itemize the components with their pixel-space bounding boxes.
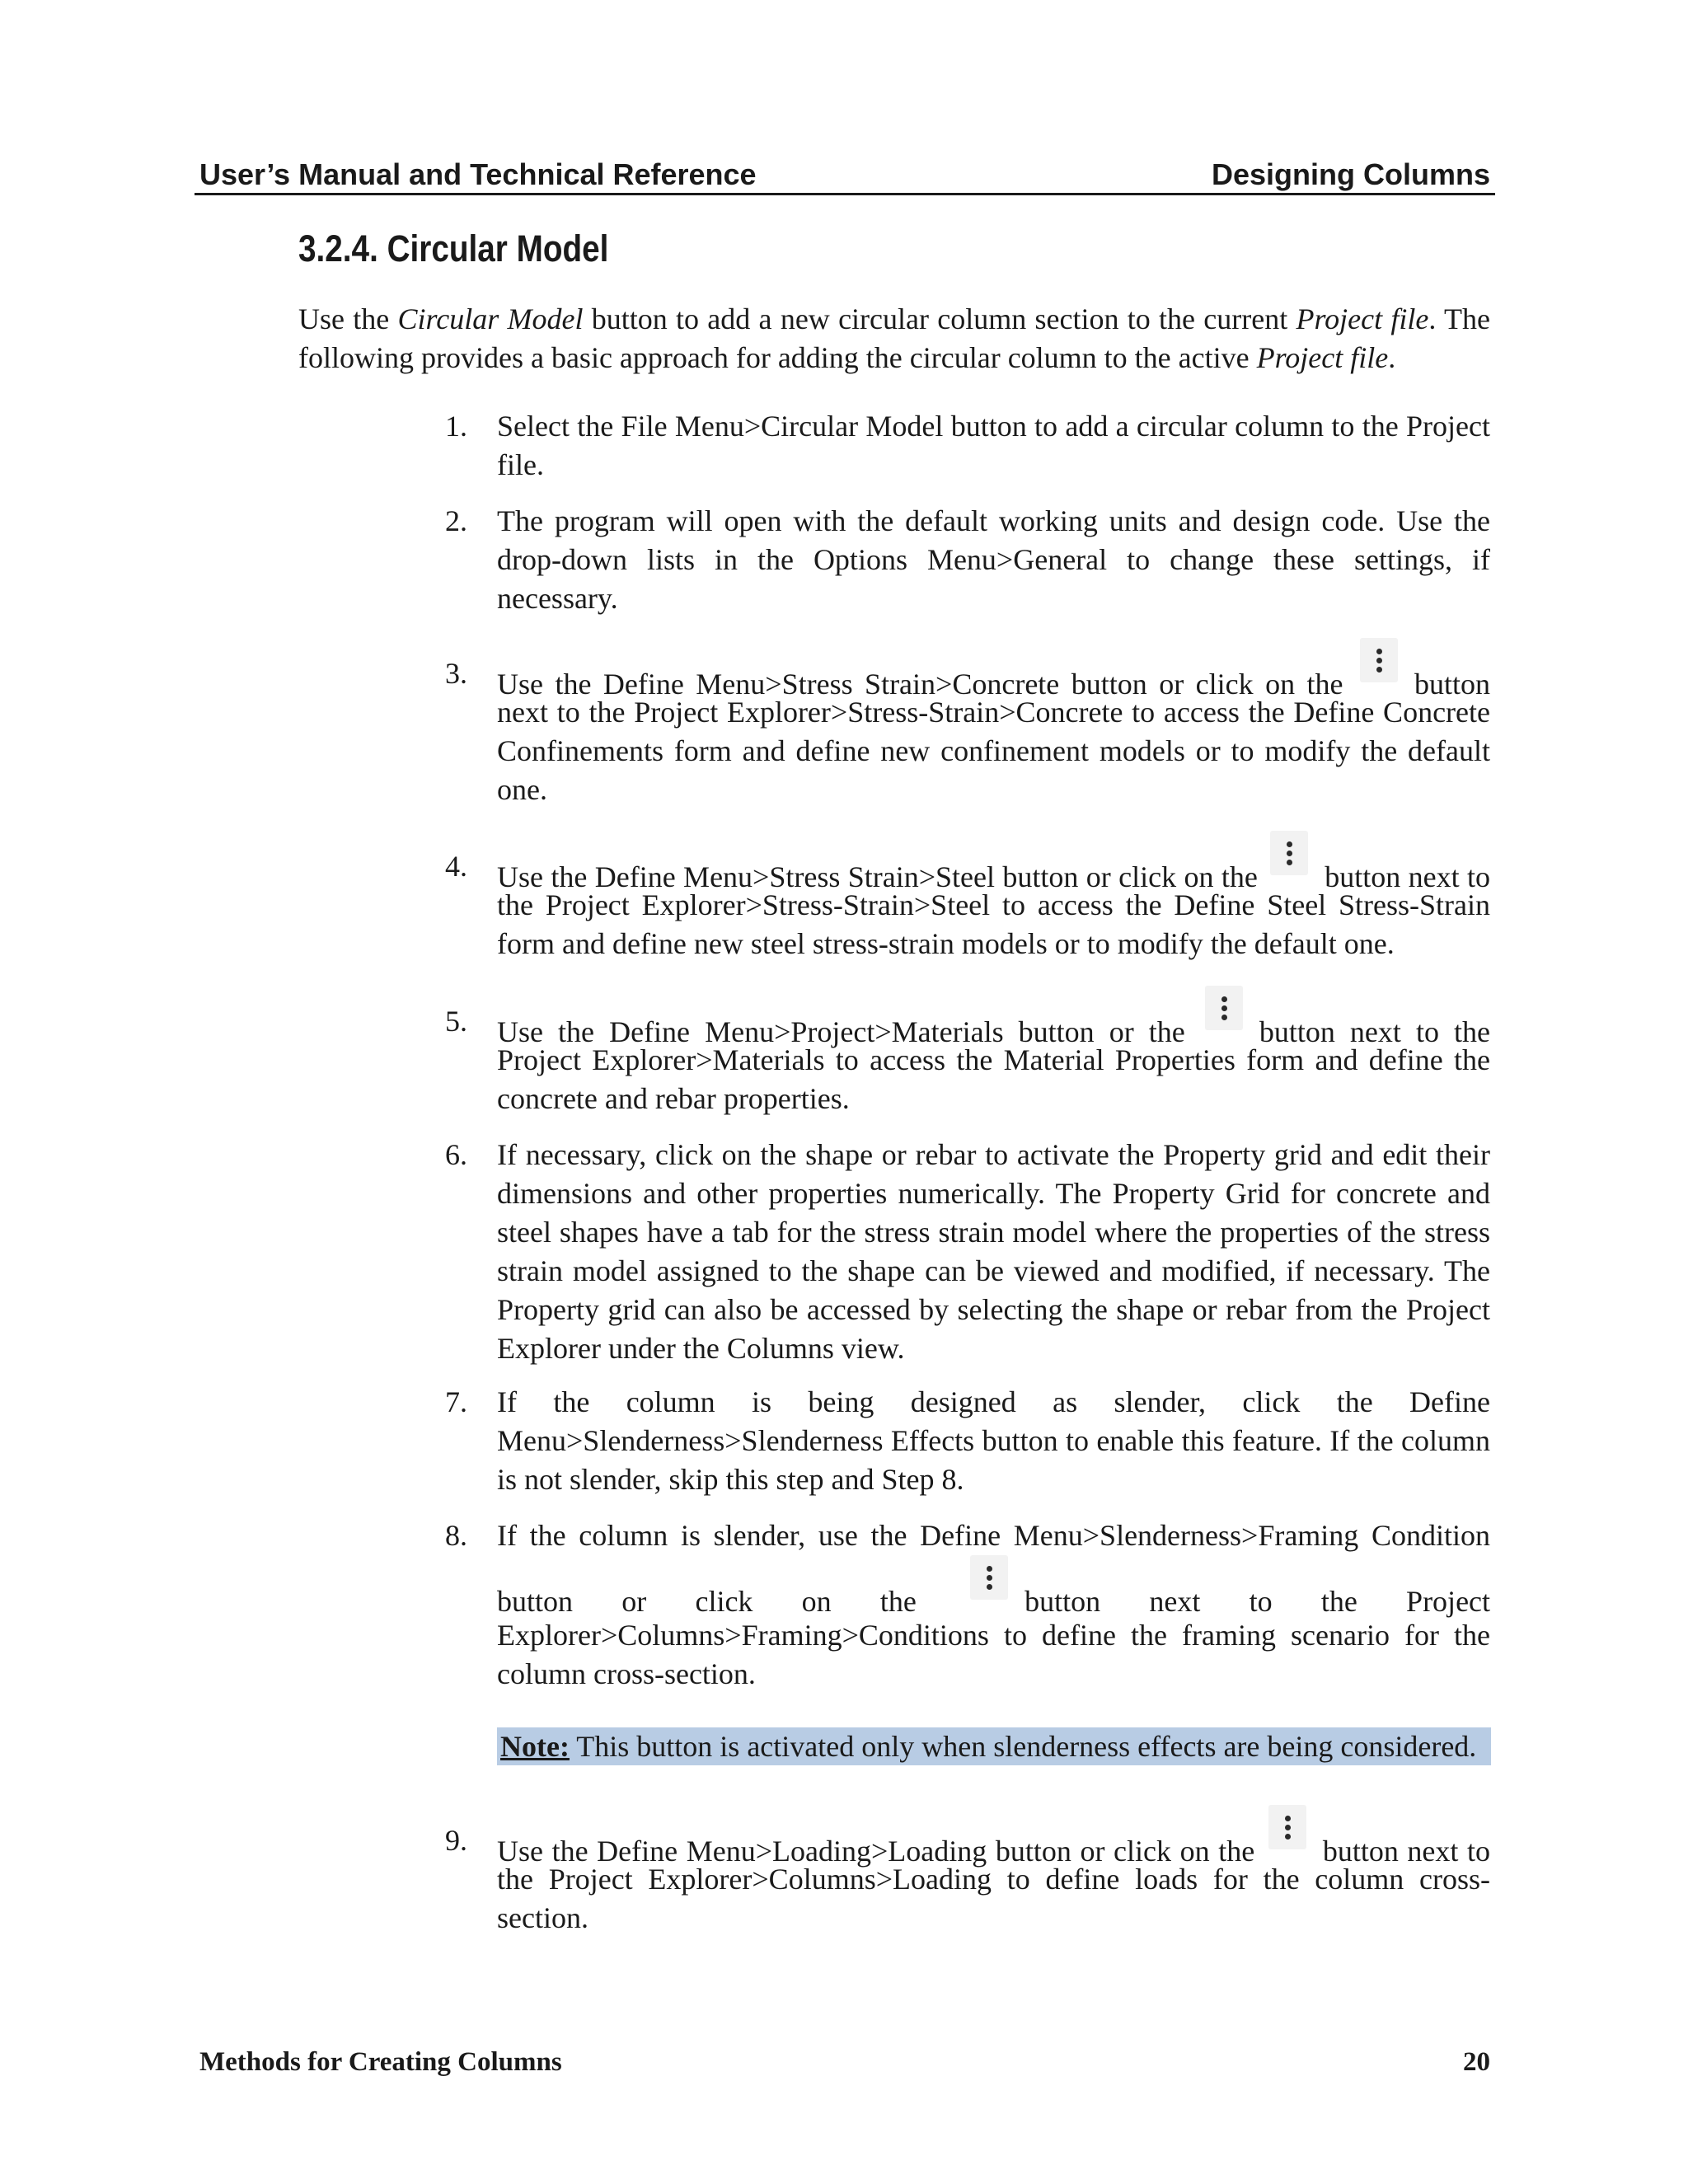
step-text: [497, 1516, 1490, 1694]
step-text-part: If the column is slender, use the Define Menu>Slenderness>Framing Condition: [497, 1519, 1490, 1552]
step-number: 5.: [445, 1005, 467, 1038]
intro-text: Use the: [298, 302, 398, 335]
step-text: [497, 831, 1490, 963]
step-text-part: button or click on the: [497, 1585, 917, 1618]
header-chapter: Designing Columns: [1211, 157, 1490, 191]
step-text: The program will open with the default working units and design code. Use the drop-down lists in the Options Menu>General to change these settings, if necessary.: [497, 504, 1490, 615]
note-text: This button is activated only when slenderness effects are being considered.: [569, 1730, 1477, 1763]
note-label: Note:: [500, 1730, 570, 1763]
step-text-part: the Project Explorer>Columns>Loading to define loads for the column cross-section.: [497, 1863, 1490, 1934]
note-callout: [497, 1727, 1491, 1765]
vertical-ellipsis-icon[interactable]: [1360, 638, 1398, 682]
step-text-part: button next to the Project: [1025, 1585, 1491, 1618]
section-title: 3.2.4. Circular Model: [298, 227, 609, 269]
step-text-part: Use the Define Menu>Stress Strain>Concrete button or click on the: [497, 668, 1343, 701]
vertical-ellipsis-icon[interactable]: [1270, 831, 1308, 875]
step-text-part: Use the Define Menu>Project>Materials button or the: [497, 1015, 1185, 1048]
step-text: If the column is being designed as slender, click the Define Menu>Slenderness>Slenderness Effects button to enable this feature. If the column is not slender, skip this step and Step 8.: [497, 1385, 1490, 1496]
page-number: 20: [1463, 2047, 1490, 2077]
intro-emphasis: Circular Model: [397, 302, 584, 335]
step-text: Select the File Menu>Circular Model button to add a circular column to the Project file.: [497, 410, 1490, 481]
intro-emphasis: Project file: [1296, 302, 1429, 335]
intro-emphasis: Project file: [1256, 341, 1389, 374]
step-text: [497, 1805, 1490, 1938]
intro-text: . The following provides a basic approach for adding the circular column to the active: [298, 302, 1491, 374]
vertical-ellipsis-icon[interactable]: [1268, 1805, 1306, 1849]
footer-title: Methods for Creating Columns: [199, 2047, 562, 2077]
intro-text: button to add a new circular column section to the current: [583, 302, 1296, 335]
step-text-part: the Project Explorer>Stress-Strain>Steel to access the Define Steel Stress-Strain form and define new steel stress-strain models or to modify the default one.: [497, 888, 1490, 960]
intro-text: .: [1388, 341, 1396, 374]
running-header: [195, 157, 1495, 195]
step-text: [497, 638, 1490, 809]
step-text-part: button: [1414, 668, 1490, 701]
step-text-part: button next to: [1322, 1835, 1491, 1868]
step-text-part: button next to the: [1259, 1015, 1490, 1048]
step-number: 8.: [445, 1519, 467, 1552]
step-number: 1.: [445, 410, 467, 443]
step-text-part: button next to: [1325, 860, 1490, 893]
vertical-ellipsis-icon[interactable]: [1205, 986, 1243, 1030]
step-text-part: next to the Project Explorer>Stress-Strain>Concrete to access the Define Concrete Confinements form and define new confinement models or to modify the default one.: [497, 696, 1490, 806]
step-number: 4.: [445, 850, 467, 883]
step-text: [497, 986, 1490, 1118]
intro-paragraph: [298, 300, 1490, 377]
step-text: If necessary, click on the shape or rebar to activate the Property grid and edit their dimensions and other properties numerically. The Property Grid for concrete and steel shapes have a tab for the stress strain model where the properties of the stress strain model assigned to the shape can be viewed and modified, if necessary. The Property grid can also be accessed by selecting the shape or rebar from the Project Explorer under the Columns view.: [497, 1138, 1490, 1365]
step-number: 7.: [445, 1385, 467, 1418]
step-number: 9.: [445, 1824, 467, 1857]
step-text-part: Use the Define Menu>Loading>Loading button or click on the: [497, 1835, 1255, 1868]
step-number: 2.: [445, 504, 467, 537]
step-text-part: Use the Define Menu>Stress Strain>Steel button or click on the: [497, 860, 1258, 893]
step-number: 3.: [445, 657, 467, 690]
step-number: 6.: [445, 1138, 467, 1171]
step-text-part: Project Explorer>Materials to access the Material Properties form and define the concrete and rebar properties.: [497, 1043, 1490, 1115]
vertical-ellipsis-icon[interactable]: [970, 1555, 1008, 1600]
header-title: User’s Manual and Technical Reference: [199, 157, 757, 191]
step-text-part: Explorer>Columns>Framing>Conditions to define the framing scenario for the column cross-section.: [497, 1619, 1490, 1690]
